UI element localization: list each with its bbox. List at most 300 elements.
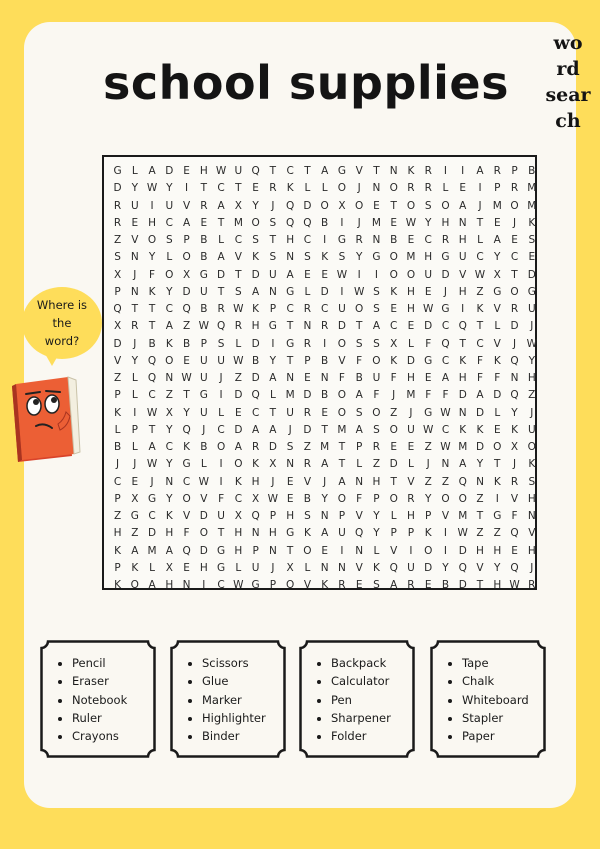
grid-letter[interactable]: P bbox=[114, 285, 121, 298]
grid-letter[interactable]: R bbox=[303, 458, 312, 471]
grid-letter[interactable]: Q bbox=[303, 216, 312, 229]
grid-letter[interactable]: E bbox=[424, 372, 432, 385]
grid-letter[interactable]: A bbox=[148, 441, 156, 454]
grid-letter[interactable]: K bbox=[252, 303, 260, 316]
grid-letter[interactable]: J bbox=[409, 406, 413, 419]
grid-letter[interactable]: N bbox=[337, 561, 346, 574]
grid-letter[interactable]: P bbox=[494, 182, 501, 195]
grid-letter[interactable]: A bbox=[131, 544, 139, 557]
grid-letter[interactable]: I bbox=[219, 458, 223, 471]
grid-letter[interactable]: W bbox=[457, 527, 468, 540]
grid-letter[interactable]: N bbox=[286, 372, 295, 385]
grid-letter[interactable]: N bbox=[510, 372, 519, 385]
grid-letter[interactable]: J bbox=[426, 458, 430, 471]
grid-letter[interactable]: A bbox=[234, 441, 242, 454]
grid-letter[interactable]: H bbox=[251, 320, 260, 333]
grid-letter[interactable]: Q bbox=[251, 389, 260, 402]
grid-letter[interactable]: C bbox=[441, 320, 450, 333]
grid-letter[interactable]: K bbox=[493, 475, 501, 488]
grid-letter[interactable]: O bbox=[286, 579, 295, 592]
grid-letter[interactable]: I bbox=[357, 268, 361, 281]
grid-letter[interactable]: T bbox=[476, 510, 484, 523]
grid-letter[interactable]: V bbox=[476, 561, 484, 574]
grid-letter[interactable]: L bbox=[494, 320, 501, 333]
grid-letter[interactable]: R bbox=[303, 337, 312, 350]
grid-letter[interactable]: R bbox=[510, 475, 519, 488]
grid-letter[interactable]: N bbox=[441, 458, 450, 471]
grid-letter[interactable]: N bbox=[355, 475, 364, 488]
grid-letter[interactable]: R bbox=[424, 182, 432, 195]
grid-letter[interactable]: A bbox=[252, 423, 260, 436]
grid-letter[interactable]: G bbox=[493, 510, 502, 523]
grid-letter[interactable]: V bbox=[493, 337, 501, 350]
grid-letter[interactable]: G bbox=[147, 492, 157, 505]
grid-letter[interactable]: K bbox=[303, 527, 311, 540]
grid-letter[interactable]: D bbox=[234, 389, 243, 402]
grid-letter[interactable]: P bbox=[200, 337, 208, 350]
grid-letter[interactable]: T bbox=[511, 268, 518, 281]
grid-letter[interactable]: A bbox=[459, 199, 467, 212]
grid-letter[interactable]: R bbox=[407, 492, 415, 505]
grid-letter[interactable]: O bbox=[337, 389, 347, 402]
grid-letter[interactable]: O bbox=[337, 492, 347, 505]
grid-letter[interactable]: W bbox=[233, 354, 244, 367]
grid-letter[interactable]: B bbox=[321, 354, 329, 367]
grid-letter[interactable]: K bbox=[114, 406, 121, 419]
grid-letter[interactable]: J bbox=[133, 268, 137, 281]
grid-letter[interactable]: H bbox=[407, 285, 415, 298]
grid-letter[interactable]: C bbox=[165, 216, 173, 229]
grid-letter[interactable]: O bbox=[182, 251, 191, 264]
grid-letter[interactable]: H bbox=[458, 234, 467, 247]
grid-letter[interactable]: W bbox=[423, 423, 434, 436]
grid-letter[interactable]: Q bbox=[510, 561, 519, 574]
grid-letter[interactable]: E bbox=[511, 544, 518, 557]
grid-letter[interactable]: V bbox=[234, 251, 242, 264]
grid-letter[interactable]: G bbox=[130, 510, 139, 523]
grid-letter[interactable]: V bbox=[338, 354, 346, 367]
grid-letter[interactable]: A bbox=[390, 579, 398, 592]
grid-letter[interactable]: H bbox=[165, 579, 174, 592]
grid-letter[interactable]: S bbox=[373, 285, 380, 298]
grid-letter[interactable]: D bbox=[303, 199, 312, 212]
grid-letter[interactable]: G bbox=[337, 165, 346, 177]
grid-letter[interactable]: O bbox=[337, 406, 347, 419]
grid-letter[interactable]: V bbox=[113, 354, 122, 367]
grid-letter[interactable]: C bbox=[217, 182, 225, 195]
grid-letter[interactable]: J bbox=[150, 475, 154, 488]
grid-letter[interactable]: C bbox=[476, 337, 484, 350]
grid-letter[interactable]: R bbox=[355, 234, 363, 247]
grid-letter[interactable]: H bbox=[424, 251, 433, 264]
grid-letter[interactable]: E bbox=[511, 234, 518, 247]
grid-letter[interactable]: H bbox=[372, 475, 381, 488]
grid-letter[interactable]: O bbox=[147, 234, 157, 247]
grid-letter[interactable]: R bbox=[113, 216, 122, 229]
grid-letter[interactable]: R bbox=[510, 182, 519, 195]
grid-letter[interactable]: A bbox=[372, 320, 381, 333]
grid-letter[interactable]: D bbox=[475, 406, 485, 419]
grid-letter[interactable]: L bbox=[131, 441, 138, 454]
grid-letter[interactable]: Q bbox=[510, 354, 519, 367]
grid-letter[interactable]: A bbox=[148, 579, 156, 592]
grid-letter[interactable]: F bbox=[511, 510, 518, 523]
grid-letter[interactable]: L bbox=[269, 389, 276, 402]
grid-letter[interactable]: S bbox=[528, 475, 536, 488]
grid-letter[interactable]: K bbox=[114, 544, 121, 557]
grid-letter[interactable]: O bbox=[165, 268, 174, 281]
grid-letter[interactable]: H bbox=[493, 544, 502, 557]
grid-letter[interactable]: D bbox=[458, 544, 467, 557]
grid-letter[interactable]: J bbox=[357, 216, 361, 229]
grid-letter[interactable]: Z bbox=[424, 475, 432, 488]
grid-letter[interactable]: K bbox=[131, 561, 139, 574]
grid-letter[interactable]: T bbox=[476, 579, 484, 592]
grid-letter[interactable]: B bbox=[321, 216, 329, 229]
grid-letter[interactable]: S bbox=[252, 234, 259, 247]
grid-letter[interactable]: M bbox=[527, 199, 537, 212]
grid-letter[interactable]: T bbox=[269, 165, 277, 177]
grid-letter[interactable]: I bbox=[443, 527, 448, 540]
grid-letter[interactable]: G bbox=[268, 320, 277, 333]
grid-letter[interactable]: G bbox=[337, 234, 346, 247]
grid-letter[interactable]: C bbox=[234, 234, 243, 247]
grid-letter[interactable]: K bbox=[493, 354, 501, 367]
grid-letter[interactable]: Z bbox=[528, 389, 536, 402]
grid-letter[interactable]: V bbox=[510, 492, 519, 505]
grid-letter[interactable]: X bbox=[234, 199, 242, 212]
grid-letter[interactable]: U bbox=[458, 251, 467, 264]
grid-letter[interactable]: U bbox=[217, 354, 225, 367]
grid-letter[interactable]: J bbox=[530, 561, 534, 574]
grid-letter[interactable]: Z bbox=[234, 372, 242, 385]
grid-letter[interactable]: B bbox=[200, 234, 208, 247]
grid-letter[interactable]: G bbox=[251, 579, 260, 592]
grid-letter[interactable]: G bbox=[182, 458, 191, 471]
grid-letter[interactable]: D bbox=[389, 458, 398, 471]
grid-letter[interactable]: D bbox=[527, 268, 536, 281]
grid-letter[interactable]: D bbox=[441, 268, 450, 281]
grid-letter[interactable]: F bbox=[476, 372, 484, 385]
grid-letter[interactable]: R bbox=[441, 234, 450, 247]
grid-letter[interactable]: O bbox=[251, 216, 260, 229]
grid-letter[interactable]: L bbox=[235, 561, 242, 574]
grid-letter[interactable]: J bbox=[478, 199, 482, 212]
grid-letter[interactable]: H bbox=[527, 492, 536, 505]
grid-letter[interactable]: T bbox=[235, 268, 242, 281]
grid-letter[interactable]: L bbox=[304, 285, 311, 298]
grid-letter[interactable]: O bbox=[406, 199, 416, 212]
grid-letter[interactable]: G bbox=[527, 285, 536, 298]
grid-letter[interactable]: W bbox=[405, 216, 417, 229]
grid-letter[interactable]: Y bbox=[252, 199, 259, 212]
grid-letter[interactable]: X bbox=[165, 561, 173, 574]
grid-letter[interactable]: Z bbox=[476, 285, 484, 298]
grid-letter[interactable]: Y bbox=[425, 492, 432, 505]
grid-letter[interactable]: J bbox=[530, 406, 534, 419]
grid-letter[interactable]: V bbox=[303, 475, 311, 488]
grid-letter[interactable]: L bbox=[408, 458, 414, 471]
grid-letter[interactable]: O bbox=[389, 423, 398, 436]
grid-letter[interactable]: L bbox=[494, 406, 501, 419]
grid-letter[interactable]: X bbox=[234, 510, 242, 523]
grid-letter[interactable]: W bbox=[146, 182, 158, 195]
grid-letter[interactable]: U bbox=[200, 406, 208, 419]
grid-letter[interactable]: Q bbox=[458, 320, 467, 333]
grid-letter[interactable]: D bbox=[217, 268, 226, 281]
grid-letter[interactable]: V bbox=[459, 268, 467, 281]
grid-letter[interactable]: I bbox=[461, 165, 465, 177]
grid-letter[interactable]: P bbox=[304, 354, 311, 367]
grid-letter[interactable]: A bbox=[355, 389, 363, 402]
grid-letter[interactable]: E bbox=[286, 475, 294, 488]
grid-letter[interactable]: Y bbox=[355, 251, 363, 264]
grid-letter[interactable]: S bbox=[355, 406, 363, 419]
grid-letter[interactable]: Y bbox=[494, 561, 501, 574]
grid-letter[interactable]: Y bbox=[269, 354, 277, 367]
grid-letter[interactable]: K bbox=[390, 285, 398, 298]
grid-letter[interactable]: Z bbox=[476, 527, 484, 540]
grid-letter[interactable]: E bbox=[373, 199, 380, 212]
grid-letter[interactable]: A bbox=[321, 527, 329, 540]
grid-letter[interactable]: N bbox=[251, 527, 260, 540]
grid-letter[interactable]: S bbox=[424, 199, 432, 212]
grid-letter[interactable]: M bbox=[527, 182, 537, 195]
grid-letter[interactable]: Y bbox=[148, 251, 156, 264]
grid-letter[interactable]: D bbox=[320, 285, 329, 298]
grid-letter[interactable]: P bbox=[407, 527, 415, 540]
grid-letter[interactable]: B bbox=[355, 372, 363, 385]
grid-letter[interactable]: H bbox=[268, 527, 277, 540]
grid-letter[interactable]: I bbox=[323, 337, 327, 350]
grid-letter[interactable]: K bbox=[148, 285, 156, 298]
grid-letter[interactable]: R bbox=[321, 320, 329, 333]
grid-letter[interactable]: J bbox=[133, 337, 137, 350]
grid-letter[interactable]: X bbox=[165, 406, 173, 419]
grid-letter[interactable]: X bbox=[269, 458, 277, 471]
grid-letter[interactable]: G bbox=[199, 268, 208, 281]
grid-letter[interactable]: X bbox=[510, 441, 519, 454]
grid-letter[interactable]: H bbox=[441, 216, 450, 229]
grid-letter[interactable]: Y bbox=[166, 285, 173, 298]
grid-letter[interactable]: Q bbox=[286, 199, 295, 212]
grid-letter[interactable]: C bbox=[441, 423, 450, 436]
grid-letter[interactable]: C bbox=[217, 423, 225, 436]
grid-letter[interactable]: Z bbox=[476, 492, 484, 505]
grid-letter[interactable]: T bbox=[183, 389, 190, 402]
grid-letter[interactable]: A bbox=[217, 199, 225, 212]
grid-letter[interactable]: Y bbox=[166, 458, 173, 471]
grid-letter[interactable]: U bbox=[407, 423, 415, 436]
grid-letter[interactable]: I bbox=[271, 337, 275, 350]
grid-letter[interactable]: P bbox=[269, 579, 277, 592]
grid-letter[interactable]: R bbox=[131, 320, 139, 333]
grid-letter[interactable]: L bbox=[131, 165, 138, 177]
grid-letter[interactable]: G bbox=[424, 406, 433, 419]
grid-letter[interactable]: D bbox=[337, 320, 346, 333]
grid-letter[interactable]: L bbox=[321, 182, 328, 195]
grid-letter[interactable]: O bbox=[372, 406, 381, 419]
grid-letter[interactable]: A bbox=[269, 423, 277, 436]
grid-letter[interactable]: K bbox=[114, 579, 121, 592]
grid-letter[interactable]: H bbox=[234, 544, 243, 557]
grid-letter[interactable]: R bbox=[217, 303, 225, 316]
grid-letter[interactable]: Y bbox=[494, 251, 501, 264]
grid-letter[interactable]: E bbox=[321, 544, 328, 557]
grid-letter[interactable]: T bbox=[304, 165, 311, 177]
grid-letter[interactable]: C bbox=[148, 389, 156, 402]
grid-letter[interactable]: W bbox=[215, 165, 227, 177]
grid-letter[interactable]: B bbox=[252, 354, 260, 367]
grid-letter[interactable]: N bbox=[458, 406, 467, 419]
grid-letter[interactable]: H bbox=[234, 527, 243, 540]
grid-letter[interactable]: A bbox=[321, 165, 329, 177]
grid-letter[interactable]: B bbox=[182, 337, 191, 350]
grid-letter[interactable]: J bbox=[271, 199, 275, 212]
grid-letter[interactable]: P bbox=[183, 234, 190, 247]
grid-letter[interactable]: C bbox=[510, 251, 519, 264]
grid-letter[interactable]: N bbox=[389, 165, 398, 177]
grid-letter[interactable]: C bbox=[113, 475, 122, 488]
grid-letter[interactable]: O bbox=[337, 337, 347, 350]
grid-letter[interactable]: P bbox=[114, 492, 121, 505]
grid-letter[interactable]: J bbox=[133, 458, 137, 471]
grid-letter[interactable]: I bbox=[461, 303, 465, 316]
grid-letter[interactable]: T bbox=[286, 544, 294, 557]
grid-letter[interactable]: R bbox=[113, 199, 122, 212]
grid-letter[interactable]: J bbox=[512, 216, 517, 229]
grid-letter[interactable]: P bbox=[338, 510, 346, 523]
grid-letter[interactable]: I bbox=[219, 475, 223, 488]
grid-letter[interactable]: G bbox=[441, 251, 450, 264]
grid-letter[interactable]: A bbox=[182, 216, 191, 229]
grid-letter[interactable]: F bbox=[476, 354, 484, 367]
grid-letter[interactable]: H bbox=[251, 475, 260, 488]
grid-letter[interactable]: K bbox=[459, 354, 467, 367]
grid-letter[interactable]: E bbox=[131, 216, 139, 229]
grid-letter[interactable]: J bbox=[115, 458, 120, 471]
grid-letter[interactable]: T bbox=[217, 285, 225, 298]
grid-letter[interactable]: O bbox=[441, 199, 450, 212]
grid-letter[interactable]: D bbox=[303, 423, 312, 436]
grid-letter[interactable]: Y bbox=[373, 510, 380, 523]
grid-letter[interactable]: A bbox=[493, 234, 501, 247]
grid-letter[interactable]: J bbox=[202, 423, 206, 436]
grid-letter[interactable]: A bbox=[217, 251, 225, 264]
grid-letter[interactable]: O bbox=[337, 182, 347, 195]
grid-letter[interactable]: K bbox=[165, 510, 173, 523]
grid-letter[interactable]: T bbox=[459, 337, 466, 350]
grid-letter[interactable]: I bbox=[185, 182, 189, 195]
grid-letter[interactable]: K bbox=[372, 561, 380, 574]
grid-letter[interactable]: C bbox=[476, 251, 484, 264]
grid-letter[interactable]: O bbox=[130, 579, 139, 592]
grid-letter[interactable]: H bbox=[527, 544, 536, 557]
grid-letter[interactable]: B bbox=[303, 492, 312, 505]
grid-letter[interactable]: H bbox=[286, 510, 295, 523]
grid-letter[interactable]: J bbox=[323, 475, 327, 488]
grid-letter[interactable]: B bbox=[441, 579, 450, 592]
grid-letter[interactable]: G bbox=[286, 337, 295, 350]
grid-letter[interactable]: F bbox=[373, 389, 380, 402]
grid-letter[interactable]: L bbox=[149, 561, 155, 574]
grid-letter[interactable]: T bbox=[338, 458, 346, 471]
grid-letter[interactable]: I bbox=[202, 579, 206, 592]
grid-letter[interactable]: T bbox=[235, 182, 242, 195]
grid-letter[interactable]: R bbox=[251, 441, 260, 454]
grid-letter[interactable]: W bbox=[474, 268, 486, 281]
grid-letter[interactable]: B bbox=[528, 165, 536, 177]
grid-letter[interactable]: Z bbox=[165, 389, 173, 402]
grid-letter[interactable]: D bbox=[199, 544, 208, 557]
grid-letter[interactable]: S bbox=[373, 423, 380, 436]
grid-letter[interactable]: T bbox=[390, 475, 397, 488]
grid-letter[interactable]: T bbox=[476, 216, 484, 229]
grid-letter[interactable]: N bbox=[320, 561, 329, 574]
grid-letter[interactable]: E bbox=[131, 475, 139, 488]
grid-letter[interactable]: F bbox=[442, 389, 449, 402]
grid-letter[interactable]: W bbox=[423, 303, 434, 316]
grid-letter[interactable]: Y bbox=[321, 492, 328, 505]
grid-letter[interactable]: V bbox=[441, 510, 450, 523]
grid-letter[interactable]: O bbox=[199, 527, 208, 540]
grid-letter[interactable]: O bbox=[389, 251, 398, 264]
grid-letter[interactable]: F bbox=[218, 492, 225, 505]
grid-letter[interactable]: N bbox=[458, 216, 467, 229]
grid-letter[interactable]: D bbox=[251, 372, 260, 385]
grid-letter[interactable]: I bbox=[340, 285, 344, 298]
grid-letter[interactable]: S bbox=[165, 234, 173, 247]
grid-letter[interactable]: V bbox=[390, 544, 398, 557]
grid-letter[interactable]: U bbox=[200, 354, 208, 367]
grid-letter[interactable]: K bbox=[252, 458, 260, 471]
grid-letter[interactable]: N bbox=[268, 544, 277, 557]
grid-letter[interactable]: L bbox=[218, 234, 225, 247]
grid-letter[interactable]: T bbox=[373, 165, 380, 177]
grid-letter[interactable]: K bbox=[528, 458, 536, 471]
grid-letter[interactable]: E bbox=[407, 234, 415, 247]
grid-letter[interactable]: R bbox=[407, 182, 415, 195]
grid-letter[interactable]: D bbox=[406, 354, 415, 367]
grid-letter[interactable]: Q bbox=[182, 423, 191, 436]
grid-letter[interactable]: C bbox=[182, 475, 191, 488]
grid-letter[interactable]: L bbox=[356, 458, 363, 471]
grid-letter[interactable]: E bbox=[200, 216, 208, 229]
grid-letter[interactable]: N bbox=[320, 510, 329, 523]
grid-letter[interactable]: E bbox=[493, 423, 501, 436]
grid-letter[interactable]: S bbox=[373, 337, 380, 350]
grid-letter[interactable]: P bbox=[425, 510, 432, 523]
grid-letter[interactable]: J bbox=[512, 458, 517, 471]
grid-letter[interactable]: V bbox=[182, 199, 191, 212]
grid-letter[interactable]: B bbox=[200, 441, 208, 454]
grid-letter[interactable]: T bbox=[338, 441, 346, 454]
grid-letter[interactable]: M bbox=[147, 544, 157, 557]
grid-letter[interactable]: M bbox=[233, 216, 243, 229]
grid-letter[interactable]: D bbox=[251, 337, 260, 350]
grid-letter[interactable]: U bbox=[217, 510, 225, 523]
grid-letter[interactable]: R bbox=[338, 579, 346, 592]
grid-letter[interactable]: E bbox=[286, 492, 294, 505]
grid-letter[interactable]: T bbox=[269, 234, 277, 247]
grid-letter[interactable]: N bbox=[130, 285, 139, 298]
grid-letter[interactable]: D bbox=[475, 441, 485, 454]
grid-letter[interactable]: K bbox=[528, 216, 536, 229]
grid-letter[interactable]: E bbox=[252, 182, 259, 195]
grid-letter[interactable]: W bbox=[267, 492, 279, 505]
grid-letter[interactable]: W bbox=[181, 372, 192, 385]
grid-letter[interactable]: C bbox=[390, 320, 398, 333]
